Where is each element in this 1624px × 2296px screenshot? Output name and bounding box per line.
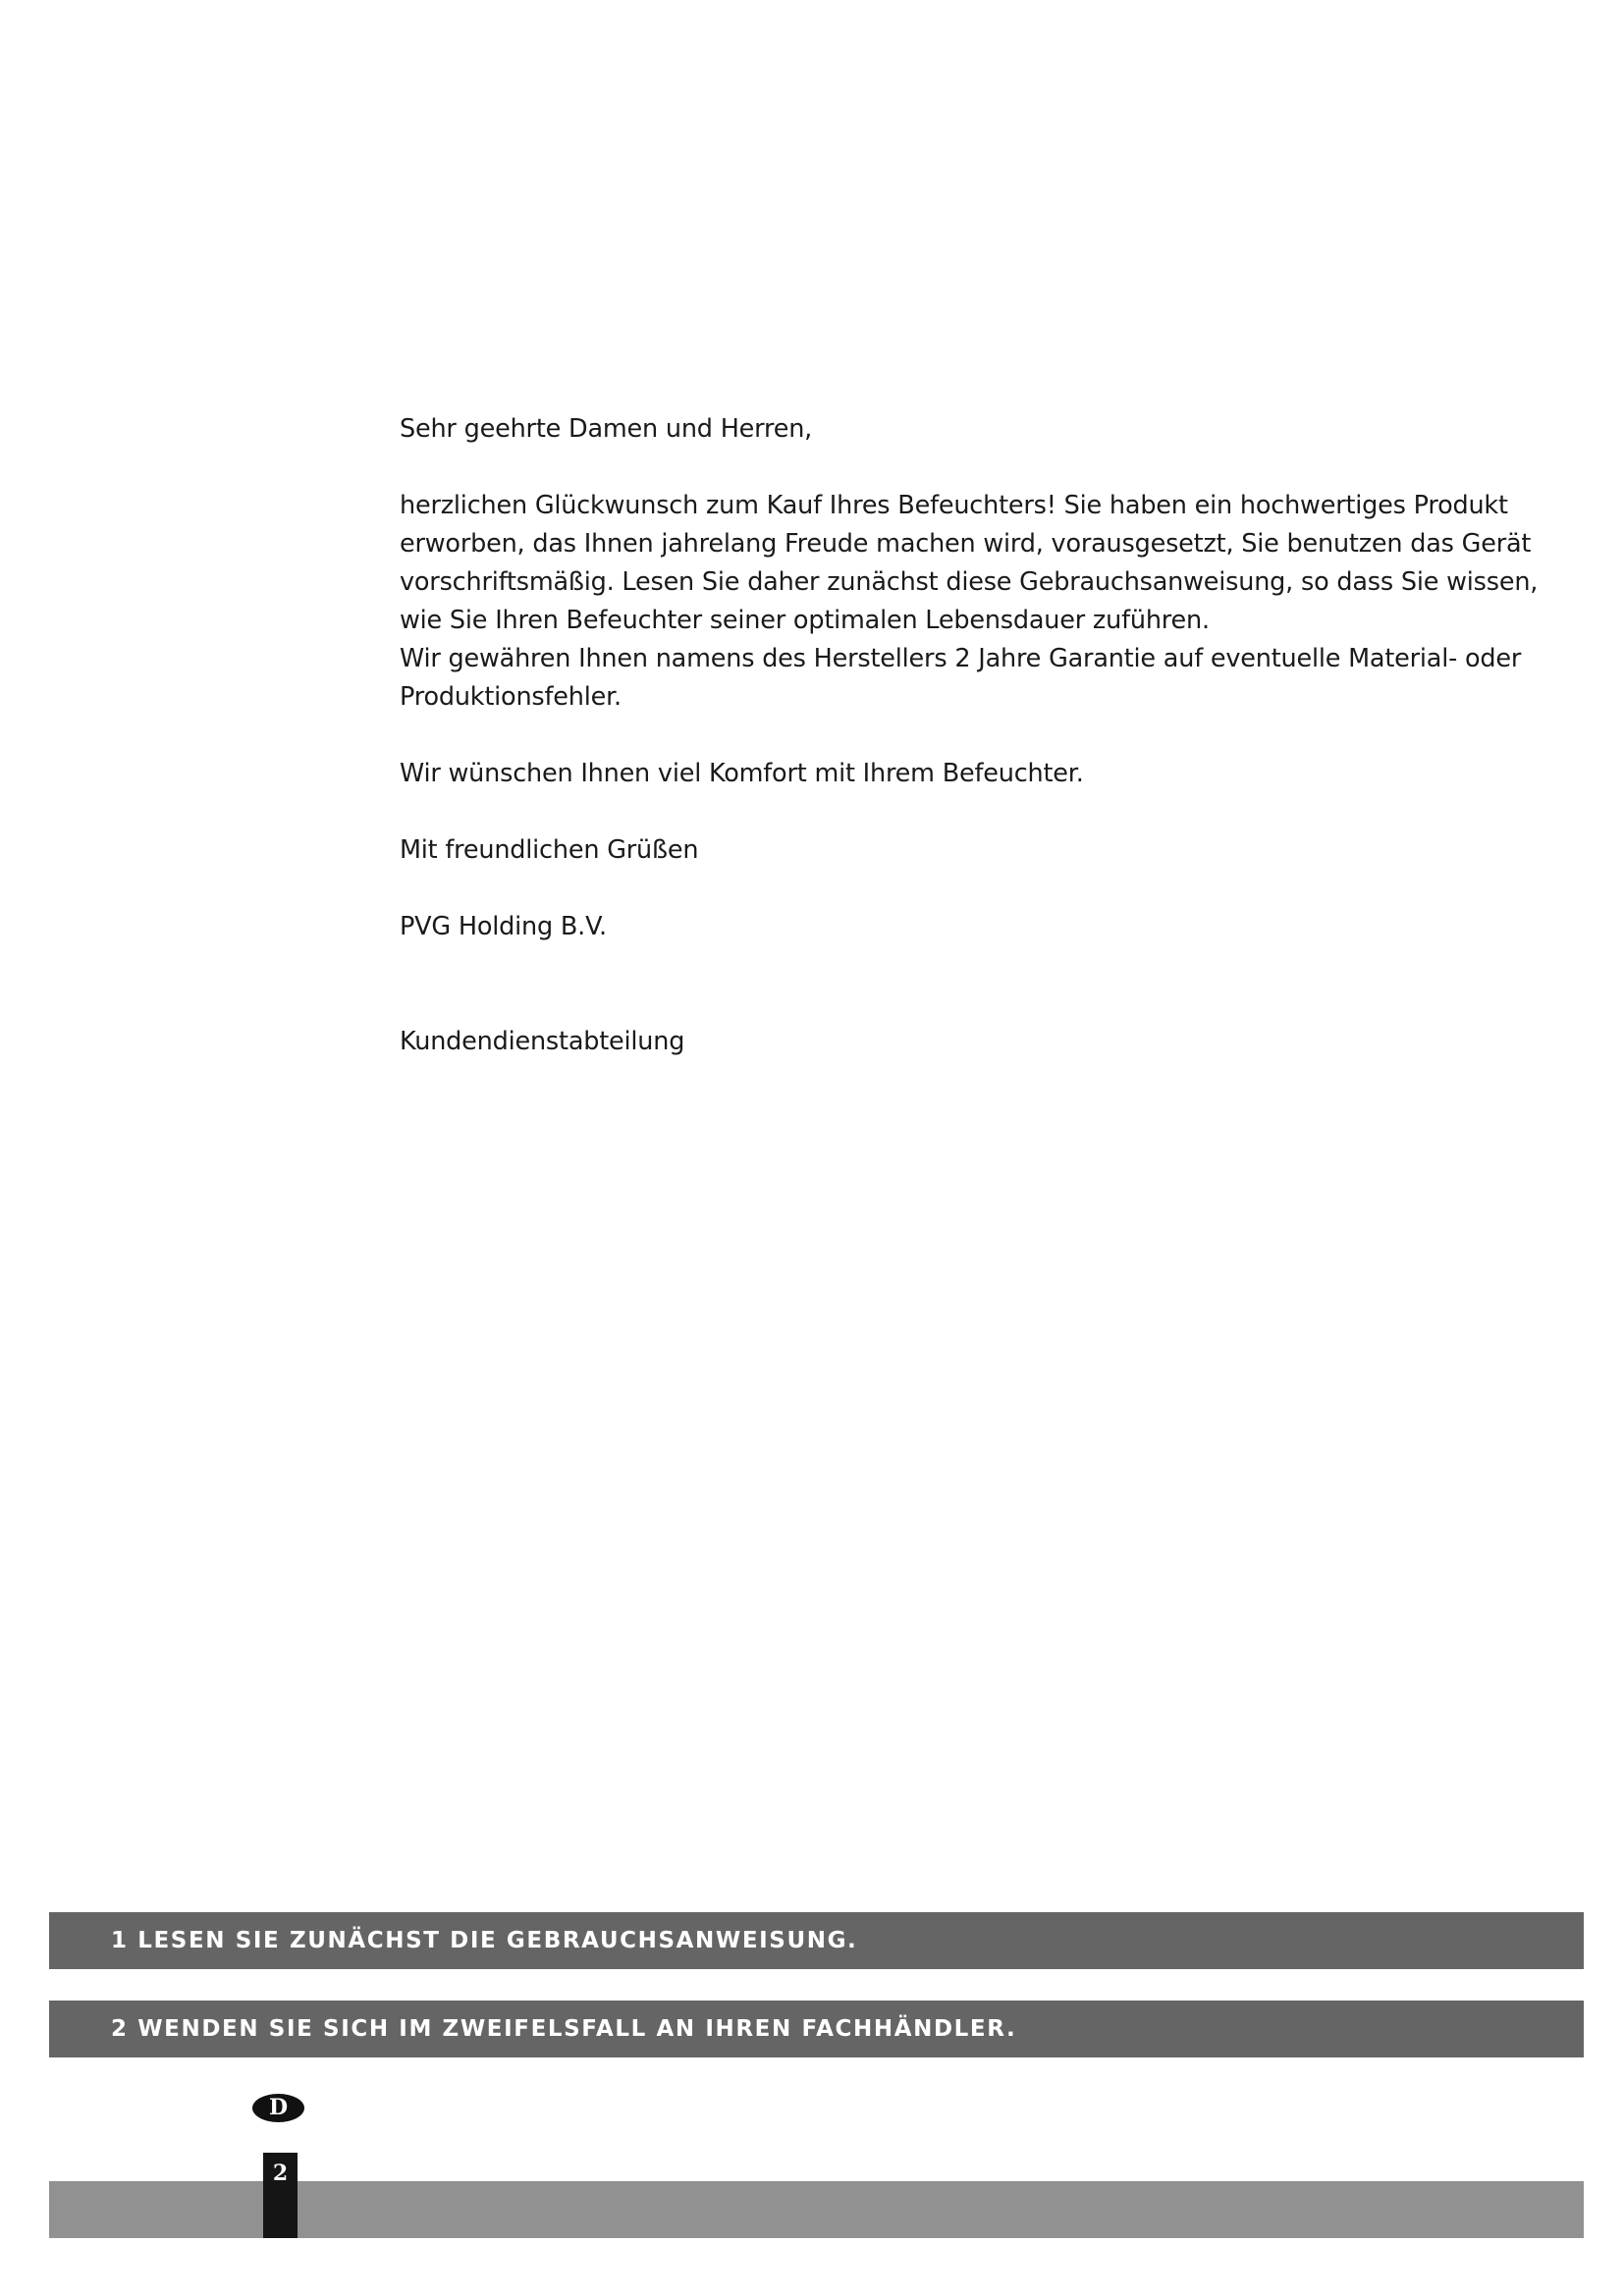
body-line: Wir gewähren Ihnen namens des Herstellers 2 Jahre Garantie auf eventuelle Material- oder [400,644,1522,673]
body-line: herzlichen Glückwunsch zum Kauf Ihres Befeuchters! Sie haben ein hochwertiges Produkt [400,491,1508,520]
wish-line: Wir wünschen Ihnen viel Komfort mit Ihrem Befeuchter. [400,759,1084,788]
page-number: 2 [272,2161,289,2186]
body-line: Produktionsfehler. [400,682,622,712]
body-line: wie Sie Ihren Befeuchter seiner optimalen Lebensdauer zuführen. [400,606,1210,635]
body-line: vorschriftsmäßig. Lesen Sie daher zunächst diese Gebrauchsanweisung, so dass Sie wissen, [400,567,1539,597]
company-name: PVG Holding B.V. [400,912,607,941]
salutation: Sehr geehrte Damen und Herren, [400,414,813,444]
body-line: erworben, das Ihnen jahrelang Freude machen wird, vorausgesetzt, Sie benutzen das Gerät [400,529,1532,559]
instruction-banner-read-manual: 1 LESEN SIE ZUNÄCHST DIE GEBRAUCHSANWEISUNG. [49,1912,1584,1969]
page-number-tab [263,2153,298,2238]
closing-line: Mit freundlichen Grüßen [400,835,699,865]
language-badge: D [252,2094,304,2122]
body-paragraph [400,487,1539,717]
instruction-banner-contact-dealer: 2 WENDEN SIE SICH IM ZWEIFELSFALL AN IHREN FACHHÄNDLER. [49,2001,1584,2057]
department-name: Kundendienstabteilung [400,1027,685,1056]
letter-body [400,410,1539,1061]
